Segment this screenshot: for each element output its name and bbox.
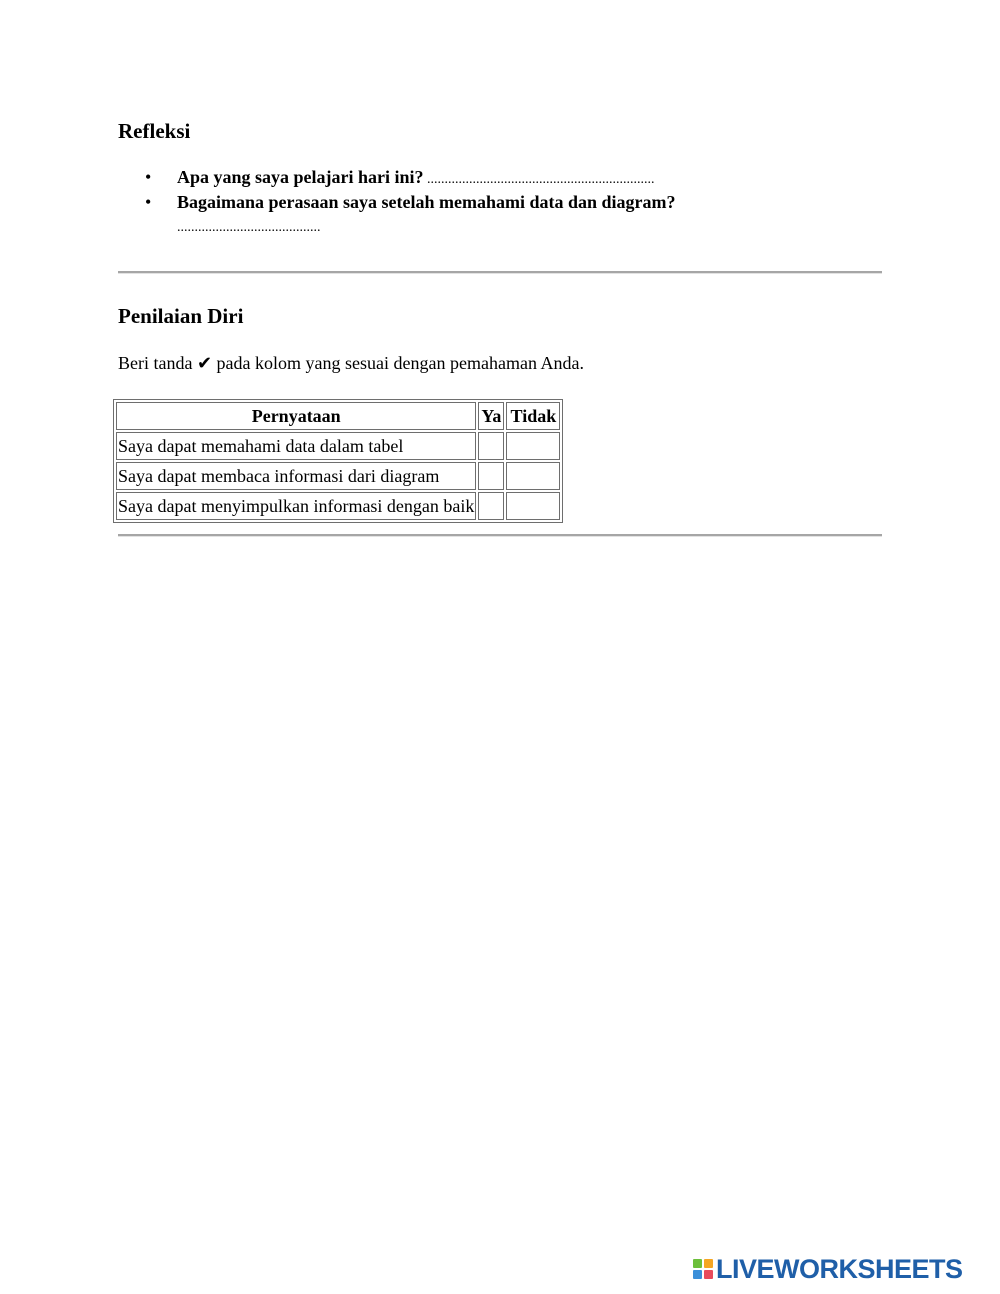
header-statement: Pernyataan bbox=[116, 402, 476, 430]
table-header-row bbox=[116, 402, 560, 430]
brand-wordmark: LIVEWORKSHEETS bbox=[716, 1254, 963, 1284]
yes-checkbox-cell[interactable] bbox=[478, 432, 504, 460]
yes-checkbox-cell[interactable] bbox=[478, 462, 504, 490]
logo-square bbox=[704, 1259, 713, 1268]
reflection-title: Refleksi bbox=[118, 119, 191, 143]
logo-square bbox=[693, 1259, 702, 1268]
reflection-item bbox=[118, 166, 818, 191]
bullet-icon: • bbox=[145, 167, 152, 187]
header-yes: Ya bbox=[478, 402, 504, 430]
statement-cell: Saya dapat memahami data dalam tabel bbox=[116, 432, 476, 460]
reflection-question: Bagaimana perasaan saya setelah memahami data dan diagram? bbox=[177, 192, 676, 212]
no-checkbox-cell[interactable] bbox=[506, 432, 560, 460]
instruction-text: Beri tanda ✔ pada kolom yang sesuai dengan pemahaman Anda. bbox=[118, 353, 584, 373]
statement-cell: Saya dapat menyimpulkan informasi dengan baik bbox=[116, 492, 476, 520]
reflection-list bbox=[118, 166, 818, 239]
table-row bbox=[116, 492, 560, 520]
reflection-item bbox=[118, 191, 818, 239]
answer-line[interactable]: ................................................................. bbox=[423, 172, 655, 187]
divider bbox=[118, 534, 882, 537]
self-assessment-table bbox=[113, 399, 563, 523]
no-checkbox-cell[interactable] bbox=[506, 462, 560, 490]
logo-mark-icon bbox=[693, 1259, 713, 1279]
table-row bbox=[116, 432, 560, 460]
table-row bbox=[116, 462, 560, 490]
logo-square bbox=[704, 1270, 713, 1279]
answer-line[interactable]: ......................................... bbox=[177, 220, 321, 235]
reflection-question: Apa yang saya pelajari hari ini? bbox=[177, 167, 424, 187]
divider bbox=[118, 271, 882, 274]
statement-cell: Saya dapat membaca informasi dari diagram bbox=[116, 462, 476, 490]
yes-checkbox-cell[interactable] bbox=[478, 492, 504, 520]
liveworksheets-logo bbox=[693, 1255, 963, 1283]
no-checkbox-cell[interactable] bbox=[506, 492, 560, 520]
logo-square bbox=[693, 1270, 702, 1279]
bullet-icon: • bbox=[145, 192, 152, 212]
self-assessment-title: Penilaian Diri bbox=[118, 304, 244, 328]
header-no: Tidak bbox=[506, 402, 560, 430]
